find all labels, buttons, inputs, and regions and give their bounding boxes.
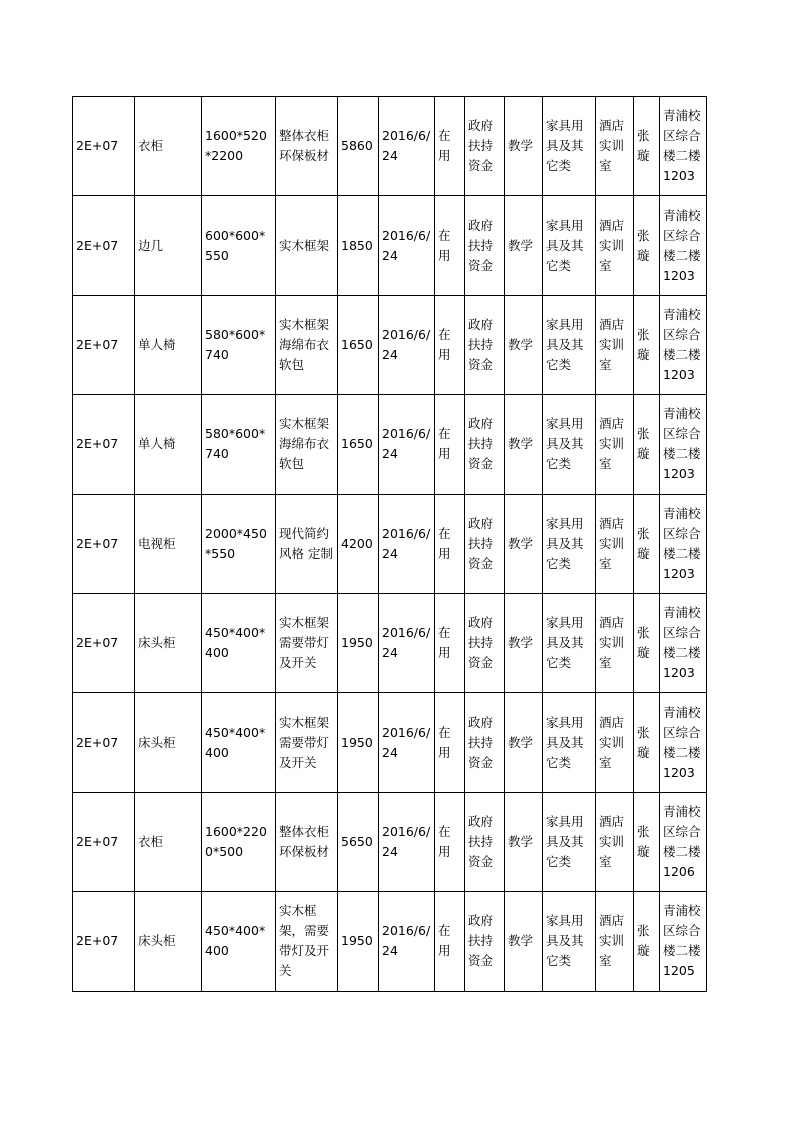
material-cell: 实木框架	[276, 196, 338, 295]
table-row	[73, 295, 707, 394]
material-cell: 实木框架，需要带灯及开关	[276, 892, 338, 991]
size-cell: 450*400*400	[202, 593, 276, 692]
location-cell: 青浦校区综合楼二楼1203	[660, 693, 707, 792]
price-cell: 4200	[338, 494, 379, 593]
department-cell: 酒店实训室	[596, 395, 634, 494]
custodian-cell: 张璇	[634, 494, 660, 593]
asset-code-cell: 2E+07	[73, 295, 135, 394]
category-cell: 家具用具及其它类	[543, 892, 596, 991]
table-row	[73, 892, 707, 991]
location-cell: 青浦校区综合楼二楼1203	[660, 395, 707, 494]
custodian-cell: 张璇	[634, 97, 660, 196]
asset-code-cell: 2E+07	[73, 792, 135, 891]
usage-cell: 教学	[505, 792, 543, 891]
table-row	[73, 494, 707, 593]
fund-source-cell: 政府扶持资金	[465, 196, 505, 295]
item-name-cell: 单人椅	[135, 295, 202, 394]
date-cell: 2016/6/24	[379, 395, 435, 494]
price-cell: 5650	[338, 792, 379, 891]
location-cell: 青浦校区综合楼二楼1203	[660, 97, 707, 196]
asset-code-cell: 2E+07	[73, 892, 135, 991]
location-cell: 青浦校区综合楼二楼1203	[660, 196, 707, 295]
category-cell: 家具用具及其它类	[543, 593, 596, 692]
item-name-cell: 床头柜	[135, 693, 202, 792]
fund-source-cell: 政府扶持资金	[465, 892, 505, 991]
department-cell: 酒店实训室	[596, 97, 634, 196]
date-cell: 2016/6/24	[379, 295, 435, 394]
location-cell: 青浦校区综合楼二楼1206	[660, 792, 707, 891]
price-cell: 1850	[338, 196, 379, 295]
table-row	[73, 97, 707, 196]
category-cell: 家具用具及其它类	[543, 395, 596, 494]
item-name-cell: 衣柜	[135, 97, 202, 196]
custodian-cell: 张璇	[634, 693, 660, 792]
item-name-cell: 电视柜	[135, 494, 202, 593]
fund-source-cell: 政府扶持资金	[465, 593, 505, 692]
date-cell: 2016/6/24	[379, 693, 435, 792]
usage-cell: 教学	[505, 395, 543, 494]
usage-cell: 教学	[505, 97, 543, 196]
material-cell: 整体衣柜环保板材	[276, 792, 338, 891]
status-cell: 在用	[435, 395, 465, 494]
department-cell: 酒店实训室	[596, 593, 634, 692]
table-row	[73, 792, 707, 891]
custodian-cell: 张璇	[634, 196, 660, 295]
asset-code-cell: 2E+07	[73, 693, 135, 792]
department-cell: 酒店实训室	[596, 693, 634, 792]
department-cell: 酒店实训室	[596, 494, 634, 593]
department-cell: 酒店实训室	[596, 295, 634, 394]
table-row	[73, 693, 707, 792]
table-row	[73, 593, 707, 692]
size-cell: 450*400*400	[202, 693, 276, 792]
asset-code-cell: 2E+07	[73, 395, 135, 494]
date-cell: 2016/6/24	[379, 593, 435, 692]
material-cell: 实木框架需要带灯及开关	[276, 593, 338, 692]
size-cell: 450*400*400	[202, 892, 276, 991]
status-cell: 在用	[435, 97, 465, 196]
item-name-cell: 单人椅	[135, 395, 202, 494]
asset-code-cell: 2E+07	[73, 97, 135, 196]
category-cell: 家具用具及其它类	[543, 97, 596, 196]
price-cell: 1950	[338, 892, 379, 991]
custodian-cell: 张璇	[634, 892, 660, 991]
size-cell: 580*600*740	[202, 395, 276, 494]
category-cell: 家具用具及其它类	[543, 196, 596, 295]
department-cell: 酒店实训室	[596, 196, 634, 295]
fund-source-cell: 政府扶持资金	[465, 97, 505, 196]
location-cell: 青浦校区综合楼二楼1203	[660, 593, 707, 692]
price-cell: 1650	[338, 395, 379, 494]
asset-code-cell: 2E+07	[73, 593, 135, 692]
status-cell: 在用	[435, 892, 465, 991]
custodian-cell: 张璇	[634, 395, 660, 494]
size-cell: 1600*2200*500	[202, 792, 276, 891]
status-cell: 在用	[435, 593, 465, 692]
department-cell: 酒店实训室	[596, 792, 634, 891]
usage-cell: 教学	[505, 593, 543, 692]
fund-source-cell: 政府扶持资金	[465, 295, 505, 394]
item-name-cell: 衣柜	[135, 792, 202, 891]
material-cell: 实木框架海绵布衣软包	[276, 395, 338, 494]
category-cell: 家具用具及其它类	[543, 494, 596, 593]
status-cell: 在用	[435, 196, 465, 295]
material-cell: 实木框架需要带灯及开关	[276, 693, 338, 792]
asset-code-cell: 2E+07	[73, 196, 135, 295]
usage-cell: 教学	[505, 693, 543, 792]
fund-source-cell: 政府扶持资金	[465, 395, 505, 494]
price-cell: 1950	[338, 693, 379, 792]
price-cell: 5860	[338, 97, 379, 196]
department-cell: 酒店实训室	[596, 892, 634, 991]
category-cell: 家具用具及其它类	[543, 792, 596, 891]
price-cell: 1650	[338, 295, 379, 394]
material-cell: 实木框架海绵布衣软包	[276, 295, 338, 394]
fund-source-cell: 政府扶持资金	[465, 792, 505, 891]
material-cell: 现代简约风格 定制	[276, 494, 338, 593]
size-cell: 1600*520*2200	[202, 97, 276, 196]
size-cell: 580*600*740	[202, 295, 276, 394]
item-name-cell: 床头柜	[135, 593, 202, 692]
date-cell: 2016/6/24	[379, 196, 435, 295]
fund-source-cell: 政府扶持资金	[465, 693, 505, 792]
size-cell: 600*600*550	[202, 196, 276, 295]
item-name-cell: 床头柜	[135, 892, 202, 991]
asset-code-cell: 2E+07	[73, 494, 135, 593]
usage-cell: 教学	[505, 295, 543, 394]
location-cell: 青浦校区综合楼二楼1203	[660, 494, 707, 593]
usage-cell: 教学	[505, 494, 543, 593]
date-cell: 2016/6/24	[379, 494, 435, 593]
location-cell: 青浦校区综合楼二楼1205	[660, 892, 707, 991]
fund-source-cell: 政府扶持资金	[465, 494, 505, 593]
status-cell: 在用	[435, 792, 465, 891]
location-cell: 青浦校区综合楼二楼1203	[660, 295, 707, 394]
usage-cell: 教学	[505, 196, 543, 295]
table-row	[73, 196, 707, 295]
custodian-cell: 张璇	[634, 792, 660, 891]
size-cell: 2000*450*550	[202, 494, 276, 593]
material-cell: 整体衣柜环保板材	[276, 97, 338, 196]
date-cell: 2016/6/24	[379, 892, 435, 991]
price-cell: 1950	[338, 593, 379, 692]
table-body	[73, 97, 707, 992]
status-cell: 在用	[435, 494, 465, 593]
status-cell: 在用	[435, 295, 465, 394]
asset-table	[72, 96, 707, 992]
date-cell: 2016/6/24	[379, 97, 435, 196]
item-name-cell: 边几	[135, 196, 202, 295]
usage-cell: 教学	[505, 892, 543, 991]
custodian-cell: 张璇	[634, 593, 660, 692]
category-cell: 家具用具及其它类	[543, 693, 596, 792]
custodian-cell: 张璇	[634, 295, 660, 394]
table-row	[73, 395, 707, 494]
category-cell: 家具用具及其它类	[543, 295, 596, 394]
status-cell: 在用	[435, 693, 465, 792]
date-cell: 2016/6/24	[379, 792, 435, 891]
